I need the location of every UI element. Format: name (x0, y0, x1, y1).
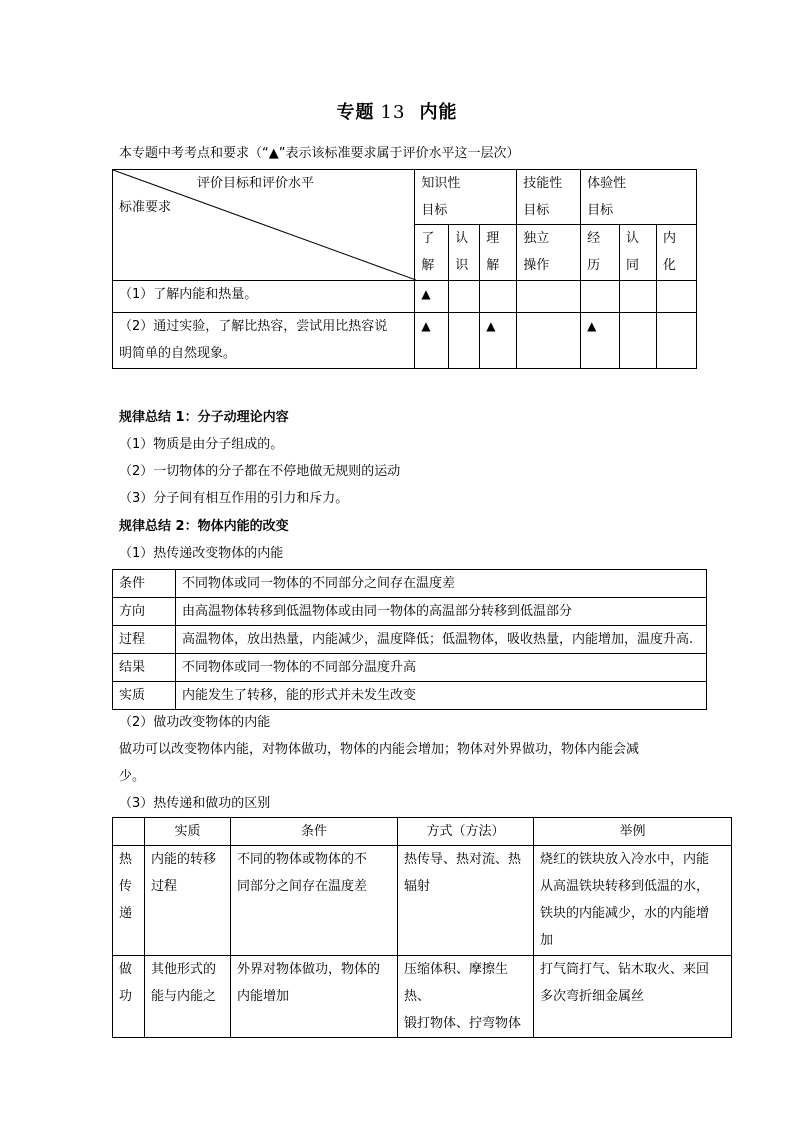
paragraph-line: 少。 (119, 769, 146, 784)
rule1-item: （3）分子间有相互作用的引力和斥力。 (119, 491, 349, 506)
example-cell: 打气筒打气、钻木取火、来回 多次弯折细金属丝 (534, 956, 732, 1038)
row-name-cell: 做 功 (113, 956, 145, 1038)
example-cell: 烧红的铁块放入冷水中，内能 从高温铁块转移到低温的水， 铁块的内能减少，水的内能增 加 (534, 846, 732, 956)
row-key: 结果 (113, 654, 176, 682)
header-experience: 体验性 目标 (581, 170, 697, 225)
rule2-heading: 规律总结 2：物体内能的改变 (119, 519, 289, 534)
paragraph-line: 做功可以改变物体内能，对物体做功，物体的内能会增加；物体对外界做功，物体内能会减 (119, 742, 640, 757)
requirement-cell: （1）了解内能和热量。 (113, 281, 415, 313)
header-knowledge: 知识性 目标 (415, 170, 517, 225)
essence-cell: 其他形式的 能与内能之 (145, 956, 231, 1038)
condition-cell: 不同的物体或物体的不 同部分之间存在温度差 (231, 846, 398, 956)
header-cell: 条件 (231, 818, 398, 846)
sub-header: 了 解 (415, 225, 449, 281)
row-value: 内能发生了转移，能的形式并未发生改变 (176, 682, 707, 710)
title-name: 内能 (419, 102, 458, 123)
mark-cell (449, 281, 480, 313)
rule1-item: （2）一切物体的分子都在不停地做无规则的运动 (119, 464, 401, 479)
sub-header: 独立 操作 (517, 225, 581, 281)
diagonal-header-cell (113, 170, 415, 281)
row-key: 条件 (113, 570, 176, 598)
rule2-sub1: （1）热传递改变物体的内能 (119, 546, 284, 561)
mark-cell: ▲ (415, 281, 449, 313)
mark-cell (480, 281, 517, 313)
header-cell (113, 818, 145, 846)
condition-cell: 外界对物体做功，物体的 内能增加 (231, 956, 398, 1038)
header-cell: 举例 (534, 818, 732, 846)
mark-cell (517, 313, 581, 369)
row-value: 由高温物体转移到低温物体或由同一物体的高温部分转移到低温部分 (176, 598, 707, 626)
title-number: 13 (380, 102, 406, 123)
rule2-sub2: （2）做功改变物体的内能 (119, 715, 271, 730)
rule1-heading: 规律总结 1：分子动理论内容 (119, 410, 289, 425)
intro-text: 本专题中考考点和要求（“▲”表示该标准要求属于评价水平这一层次） (119, 146, 520, 161)
mark-cell (620, 281, 657, 313)
essence-cell: 内能的转移 过程 (145, 846, 231, 956)
requirements-table (112, 169, 697, 369)
mark-cell (657, 313, 697, 369)
mark-cell (620, 313, 657, 369)
method-cell: 压缩体积、摩擦生热、 锻打物体、拧弯物体 (398, 956, 534, 1038)
requirement-cell: （2）通过实验，了解比热容，尝试用比热容说 明简单的自然现象。 (113, 313, 415, 369)
sub-header: 经 历 (581, 225, 620, 281)
row-value: 不同物体或同一物体的不同部分温度升高 (176, 654, 707, 682)
row-name-cell: 热 传 递 (113, 846, 145, 956)
page-title (0, 98, 794, 124)
sub-header: 认 识 (449, 225, 480, 281)
comparison-table (112, 817, 732, 1038)
rule1-item: （1）物质是由分子组成的。 (119, 437, 284, 452)
mark-cell: ▲ (415, 313, 449, 369)
header-cell: 实质 (145, 818, 231, 846)
rule2-sub3: （3）热传递和做功的区别 (119, 796, 271, 811)
row-key: 过程 (113, 626, 176, 654)
row-value: 高温物体，放出热量，内能减少，温度降低；低温物体，吸收热量，内能增加，温度升高. (176, 626, 707, 654)
title-prefix: 专题 (336, 102, 375, 123)
mark-cell (581, 281, 620, 313)
sub-header: 理 解 (480, 225, 517, 281)
header-skill: 技能性 目标 (517, 170, 581, 225)
heat-transfer-table (112, 569, 707, 710)
mark-cell (517, 281, 581, 313)
sub-header: 认 同 (620, 225, 657, 281)
mark-cell (449, 313, 480, 369)
diag-bottom-label: 标准要求 (119, 200, 172, 215)
sub-header: 内 化 (657, 225, 697, 281)
diag-top-label: 评价目标和评价水平 (197, 176, 315, 191)
row-key: 方向 (113, 598, 176, 626)
row-key: 实质 (113, 682, 176, 710)
mark-cell (657, 281, 697, 313)
row-value: 不同物体或同一物体的不同部分之间存在温度差 (176, 570, 707, 598)
method-cell: 热传导、热对流、热 辐射 (398, 846, 534, 956)
mark-cell: ▲ (480, 313, 517, 369)
header-cell: 方式（方法） (398, 818, 534, 846)
mark-cell: ▲ (581, 313, 620, 369)
